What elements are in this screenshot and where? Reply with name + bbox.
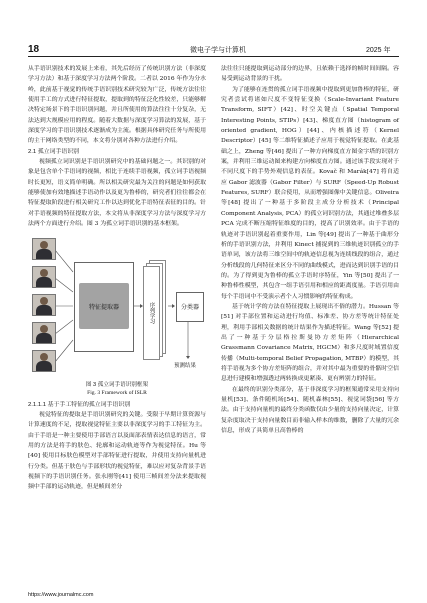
prediction-output-label: 预测结果 (174, 362, 197, 369)
page-header (0, 0, 427, 58)
journal-name: 微电子学与计算机 (190, 47, 246, 54)
video-frame-thumbnail (32, 238, 56, 260)
video-frame-thumbnail (32, 322, 56, 344)
paragraph: 从手语识别技术的发展上来看，其先后经历了传统识别方法（非深度学习方法）和基于深度学习方法两个阶段。二者以 2016 年作为分水岭，此前基于视觉的传统手语识别技术研究较为广泛，传统方法往往使用手工的方式进行特征提取，提取到的特征泛化性较差，只能够解决特定场景下的手语识别问题，并且所使用的算法往往十分复杂，无法达到大规模应用的程度。随着大数据与深度学习算法的发展，基于深度学习的手语识别技术逐渐成为主流。根据具体研究任务与所使用的主干网络类型的不同，本文将分别对各种方法进行介绍。 (28, 66, 206, 145)
classifier-label: 分类器 (180, 305, 199, 311)
video-frame-thumbnail (32, 294, 56, 316)
video-frame-thumbnail (32, 266, 56, 288)
figure-islr-framework (28, 232, 206, 380)
page-number: 18 (28, 44, 40, 55)
publication-year: 2025 年 (366, 47, 391, 54)
sequence-learning-block (143, 266, 160, 360)
feature-extractor-block (74, 262, 134, 352)
header-rule (28, 56, 399, 57)
paragraph: 法往往只能提取到运动部分的边界，且依赖于选择的帧时间间隔。容易受到运动背景的干扰。 (221, 66, 399, 83)
paragraph: 视觉特征的提取是手语识别研究的关键。受限于早期计算资源与计算速度的不足，提取视觉特征主要以非深度学习的手工特征为主。由于手语是一种主要使用手部语言以及面部表情表达信息的语言，常用的方法是将手的肤色、轮廓和运动轨迹等作为视觉特征。Hu 等[40] 使用目标肤色模型对手部特征进行提取，并使用支持向量机进行分类。但基于肤色与手部形状的视觉特征，难以应对复杂背景手语视频下的手语识别任务。张永刚等[41] 使用三帧间差分法来提取视频中手部的运动轨迹，但是帧间差分 (28, 411, 206, 491)
left-column (28, 64, 206, 493)
paragraph: 视频孤立词识别是手语识别研究中的基础问题之一。其识别的对象是包含单个手语词的视频，相比于连续手语视频，孤立词手语视频时长更短，语义简单明确。所以相关研究最为关注的问题是如何获取能够使加有效地描述手语动作以及更为鲁棒的，研究者们往往都会在特征提取阶段进行相关研究工作以达到优化手语特征表征的目的。针对手语视频的特征提取方法，本文将从非深度学习方法与深度学习方法两个方面进行介绍。图 3 为孤立词手语识别的基本框架。 (28, 159, 206, 228)
subsection-heading: 2.1.1.1 基于手工特征的孤立词手语识别 (28, 401, 131, 408)
figure-caption-en: Fig. 3 Framework of ISLR (87, 389, 147, 396)
sequence-learning-label: 序列学习 (148, 301, 155, 324)
paragraph: 为了能够在连贯的孤立词手语视频中提取到更加鲁棒的特征，研究者尝试将诸如尺度不变特征变换（Scale-Invariant Feature Transform, SIFT）[42]、时空关键点（Spatial Temporal Interesting Points, STIPs）[43]、梯度直方图（histogram of oriented gradient, HOG）[44]、内核描述符（Kernel Descriptor）[45] 等二维特征描述子应用于视觉特征提取。在此基础之上，Zheng 等[46] 提出了一种方向梯度直方图金字塔的识别方案，并利用三维运动图来构建方向梯度直方图。通过该手段实现对于不同尺度下的手势外观信息的表征。Kovač 和 Marák[47] 将自适应 Gabor 滤波器（Gabor Filter）与 SURF（Speed-Up Robust Features, SURF）联合使用，从而增强图像中关键信息。Oliveira 等[48] 提出了一种基于多阶段主成分分析技术（Principal Component Analysis, PCA）的孤立词识别方法，其通过堆叠多层 PCA 完成不断压缩特征维度的目的，提高了识别效率。由于手语的轨迹对手语识别起着重要作用，Lin 等[49] 提出了一种基于曲形分析的手语识别方法，并利用 Kinect 捕捉到的三维轨迹识别孤立的手语单词，该方法将三维空间中的轨迹信息视为连续线段的组合，通过分析线段的几何特征来区分不同的曲线模式，进而达到识别手语的目的。为了得到更为鲁棒的孤立手语时序特征，Yin 等[50] 提出了一种鲁棒性模型，其包含一组手语引用和相应的距离度量。手语引用由每个手语词中不受演示者个人习惯影响的特征构成。 (221, 86, 399, 300)
figure-caption-cn: 图 3 孤立词手语识别框架 (85, 381, 149, 388)
right-column (221, 64, 399, 436)
section-heading: 2.1 孤立词手语识别 (28, 148, 80, 155)
paragraph: 基于统计学的方法在特征提取上展现出不俗的潜力。Hussan 等[51] 对手部位置和运动进行均值、标准差、协方差等统计特征处理，利用手部相关数据的统计结果作为描述特征。Wang 等[52] 提出了一种基于分层格拉斯曼协方差矩阵（Hierarchical Grassmann Covariance Matrix, HGCM）和多尺度时域置信度传播（Multi-temporal Belief Propagation, MTBP）的模型，其将手语视为多个协方差矩阵的组合，并对其中最为重要的骨骼时空信息进行建模和增强透过两转换成更紧凑、更有辨别力的特征。 (221, 303, 399, 383)
paragraph: 在最终的识别分类部分，基于非深度学习的框架通常采用支持向量机[53]、条件随机场[54]、随机森林[55]、视觉词袋[56] 等方法。由于支持向量机的最终分类函数仅由少量的支持向量决定，计算复杂度取决于支持向量数目而非输入样本的维数，删除了大量的冗余信息，形成了具简单且高鲁棒的 (221, 386, 399, 435)
feature-extractor-label: 特征提取器 (88, 305, 119, 311)
video-frame-thumbnail (32, 350, 56, 372)
classifier-block (176, 292, 204, 322)
footer-url: https://www.journalmc.com (28, 592, 94, 598)
